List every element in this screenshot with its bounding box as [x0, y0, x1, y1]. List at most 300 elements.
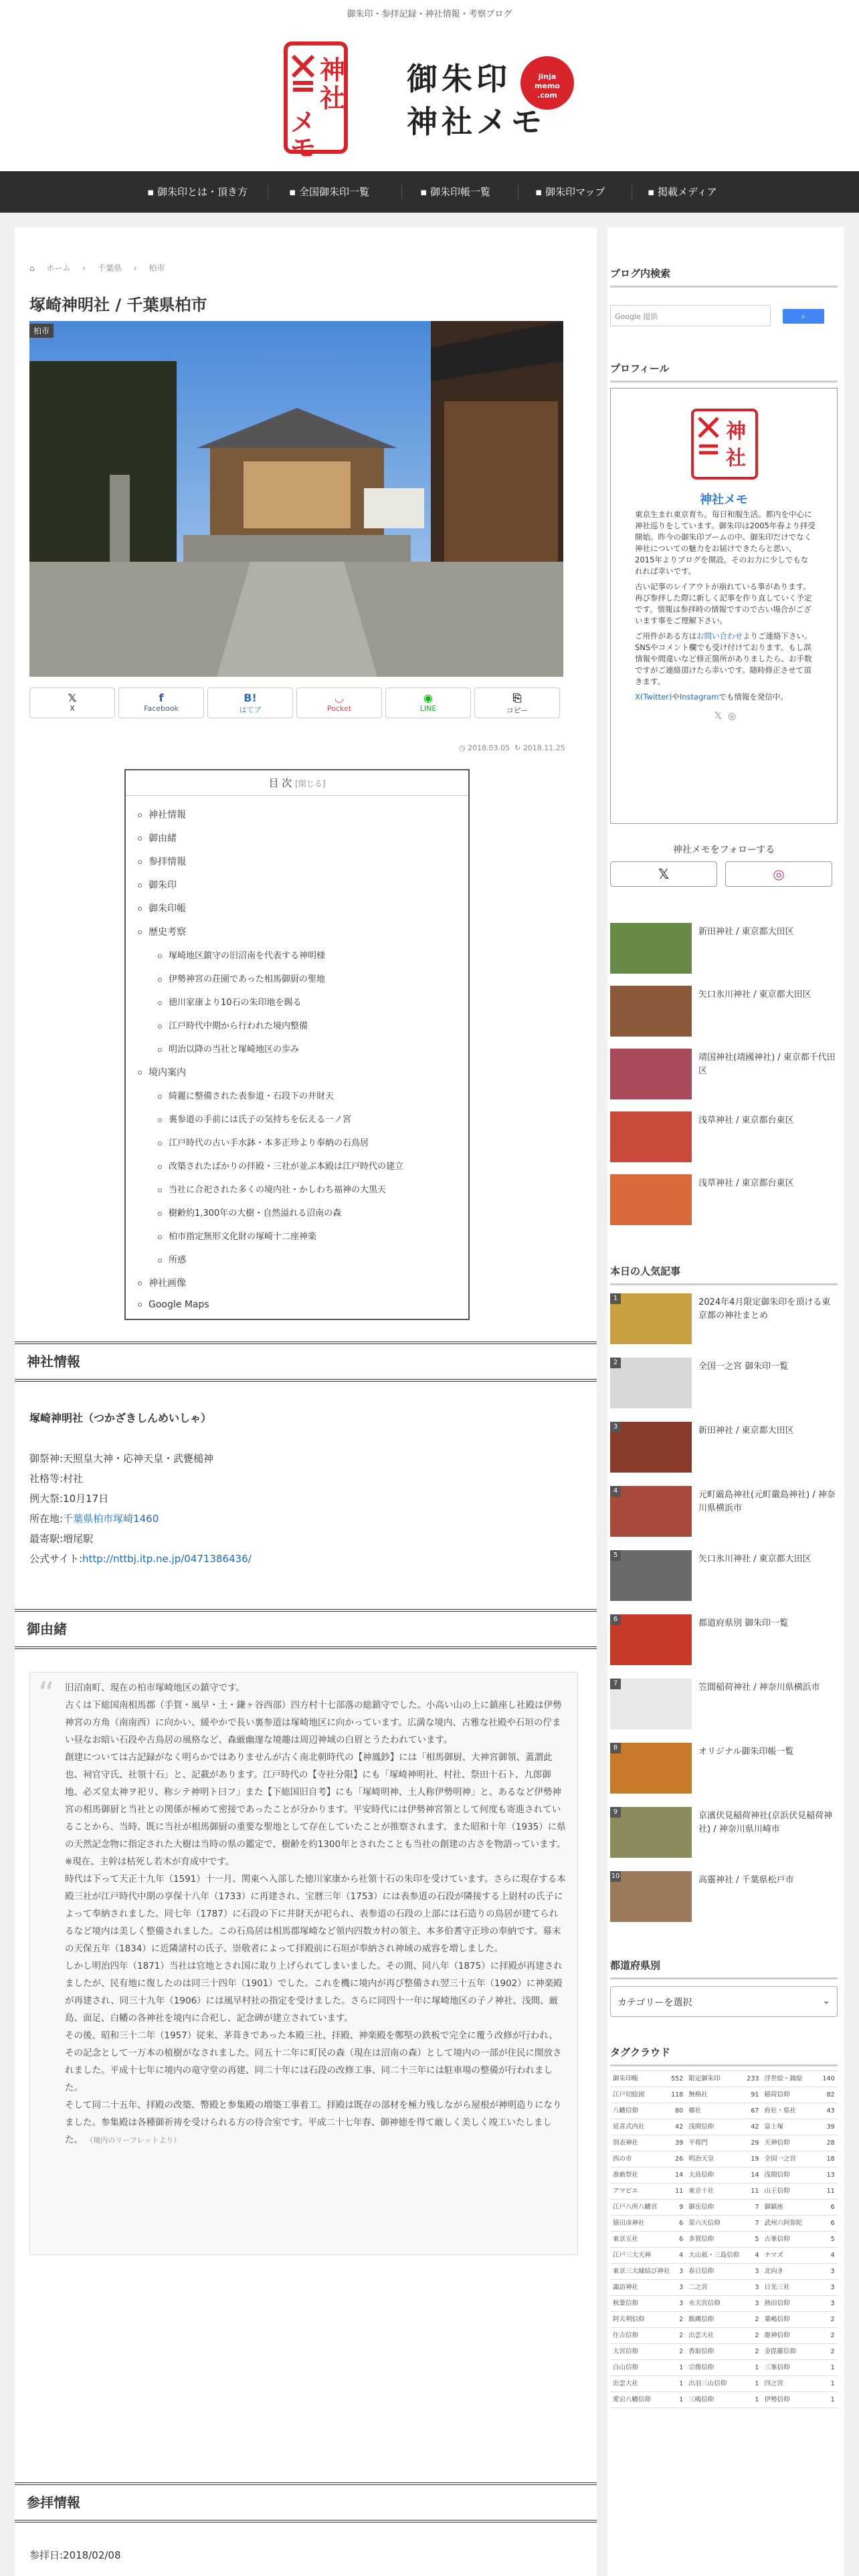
instagram-link[interactable]: Instagram	[679, 692, 719, 702]
tag-count: 2	[679, 2348, 684, 2355]
toc-item[interactable]	[158, 1112, 351, 1125]
shrine-photo	[29, 321, 563, 677]
tag-item[interactable]	[610, 2312, 686, 2328]
section-heading: 神社情報	[15, 1341, 597, 1382]
post-list-item[interactable]	[610, 1614, 838, 1665]
toc-label: 改築されたばかりの拝殿・三社が並ぶ本殿は江戸時代の建立	[169, 1162, 404, 1172]
bullet-icon	[138, 1303, 142, 1307]
history-cite: （境内のリーフレットより）	[86, 2136, 181, 2145]
site-tagline: 御朱印・参拝記録・神社情報・考察ブログ	[347, 9, 512, 19]
toc-item[interactable]	[158, 1206, 341, 1218]
site-title-line: 神社メモ	[407, 104, 546, 140]
toc-label: 伊勢神宮の荘園であった相馬御厨の聖地	[169, 974, 325, 984]
tag-count: 2	[755, 2316, 759, 2323]
tag-label: 郷社	[688, 2107, 702, 2115]
bullet-icon	[158, 1095, 162, 1099]
tag-label: 大鳥信仰	[688, 2171, 714, 2179]
bullet-icon	[138, 813, 142, 817]
rank-badge: 10	[610, 1871, 621, 1882]
date-posted: 2018.03.05	[468, 744, 510, 752]
profile-box	[610, 388, 838, 824]
toc-item[interactable]	[158, 1089, 334, 1101]
post-list-item[interactable]	[610, 1174, 838, 1225]
tag-count: 28	[826, 2139, 835, 2147]
follow-x-button[interactable]	[610, 861, 717, 887]
select-value: カテゴリーを選択	[617, 1998, 692, 2008]
tag-item[interactable]	[761, 2232, 837, 2248]
toc-item[interactable]	[158, 1253, 186, 1265]
tag-item[interactable]	[686, 2135, 761, 2151]
history-paragraph: 創建については古記録がなく明らかではありませんが古く南北朝時代の【神鳳鈔】には「相馬御厨、大神宮御領、蓋謂此也、祠官守氏、社領十石」と、記載があります。江戸時代の【寺社分限】にも「塚崎神明社、村社、祭田十石ト、九郎御地、必ズ皇太神ヲ祀リ、称シテ神明ト曰フ」また【下総国旧自考】にも「塚崎明神、土人称伊勢明神」と、あるなど伊勢神宮の相馬御厨と当社との関係が極めて密接であったことが分かります。平安時代には伊勢神宮領として何度も寄進されていることから、当時、既に当社が相馬御厨の重要な聖地として存在していたことが推察されます。また昭和十年（1935）に県の天然記念物に指定された大樹は当時の県の鑑定で、樹齢を約1300年とされたことも当社の創建の古さを物語っています。※現在、主幹は枯死し若木が育成中です。	[65, 1752, 566, 1867]
tag-label: 諏訪神社	[613, 2284, 639, 2291]
tag-item[interactable]	[761, 2216, 837, 2232]
tag-label: 御岳信仰	[688, 2204, 714, 2211]
tag-item[interactable]	[610, 2103, 686, 2119]
post-list-item[interactable]	[610, 986, 838, 1037]
post-thumbnail	[610, 1174, 692, 1225]
toc-label: 塚崎地区鎮守の旧沼南を代表する神明様	[169, 951, 326, 961]
toc-item[interactable]	[158, 1229, 316, 1242]
tag-label: 四之宮	[764, 2380, 783, 2387]
nav-label: 全国御朱印一覧	[298, 186, 369, 198]
post-title: 高靈神社 / 千葉県松戸市	[698, 1875, 794, 1885]
post-list-item[interactable]	[610, 1807, 838, 1858]
tag-item[interactable]	[686, 2360, 761, 2376]
post-list-item[interactable]	[610, 1293, 838, 1344]
tag-item[interactable]	[610, 2296, 686, 2312]
toc-toggle[interactable]: [閉じる]	[295, 779, 326, 788]
logo-mark-icon	[290, 52, 317, 99]
share-x-button[interactable]	[29, 687, 115, 718]
tag-count: 82	[826, 2091, 835, 2099]
toc-item[interactable]	[158, 1042, 299, 1055]
tag-count: 29	[751, 2139, 759, 2147]
nav-item-media[interactable]	[648, 171, 717, 213]
chevron-down-icon: ⌄	[822, 1996, 830, 2006]
tag-count: 2	[679, 2316, 684, 2323]
tag-count: 3	[830, 2268, 835, 2275]
tag-count: 4	[755, 2252, 759, 2259]
site-logo[interactable]	[284, 41, 348, 163]
nav-item-list[interactable]	[289, 171, 369, 213]
tag-item[interactable]	[610, 2087, 686, 2103]
toc-label: 江戸時代中期から行われた境内整備	[169, 1021, 308, 1031]
bullet-icon	[158, 978, 162, 982]
home-icon: ⌂	[29, 263, 35, 273]
svg-text:神: 神	[726, 420, 746, 443]
tag-item[interactable]	[610, 2280, 686, 2296]
site-badge: jinja memo .com	[520, 56, 574, 110]
tag-label: 金毘羅信仰	[764, 2348, 796, 2355]
bullet-icon	[158, 1142, 162, 1146]
breadcrumb-item[interactable]: 柏市	[149, 263, 165, 273]
toc-item[interactable]	[138, 1299, 209, 1310]
search-input[interactable]: Google 提供	[610, 305, 771, 326]
toc-title	[126, 776, 468, 790]
toc-item[interactable]	[158, 972, 325, 984]
rank-badge: 2	[610, 1358, 621, 1368]
tag-item[interactable]	[686, 2312, 761, 2328]
tag-item[interactable]	[686, 2216, 761, 2232]
tag-count: 7	[755, 2204, 759, 2211]
tag-item[interactable]	[686, 2199, 761, 2216]
bullet-icon	[158, 1025, 162, 1029]
profile-paragraph: 古い記事のレイアウトが崩れている事があります。再び参拝した際に新しく記事を作り直していく予定です。情報は参拝時の情報ですので古い場合がございます事をご理解下さい。	[635, 582, 812, 625]
tag-count: 2	[830, 2316, 835, 2323]
tag-item[interactable]	[686, 2344, 761, 2360]
share-hatena-button[interactable]	[207, 687, 293, 718]
post-list-item[interactable]	[610, 1679, 838, 1729]
toc-label: 境内案内	[149, 1067, 186, 1078]
history-paragraph: 時代は下って天正十九年（1591）十一月、関東へ入部した徳川家康から社領十石の朱印を受けています。さらに現存する本殿三社が江戸時代中期の享保十八年（1733）に再建され、宝暦三年（1753）には表参道の石段が隣接する上尉村の氏子によって奉納されました。同七年（1787）に石段の下に井財天が祀られ、表参道の石段の上部には石造りの鳥居が建てられるなど境内は美しく整備されました。この石鳥居は相馬郡塚崎など領内四数カ村の領主、本多伯耆守正珍の奉納です。幕末の天保五年（1834）に近隣諸村の氏子、崇敬者によって拝殿前に石垣が奉納され神域の威容を増しました。	[65, 1874, 566, 1954]
x-link[interactable]: X(Twitter)	[635, 692, 672, 702]
tag-count: 1	[679, 2364, 684, 2371]
post-list-item[interactable]	[610, 1422, 838, 1473]
tag-item[interactable]	[610, 2232, 686, 2248]
breadcrumb-item[interactable]: ホーム	[46, 263, 71, 273]
contact-link[interactable]: お問い合わせ	[696, 631, 743, 641]
tag-count: 3	[755, 2284, 759, 2291]
shrine-festival: 例大祭:10月17日	[29, 1493, 109, 1505]
post-thumbnail	[610, 986, 692, 1037]
tag-count: 14	[751, 2171, 759, 2179]
category-label[interactable]: 柏市	[29, 324, 54, 338]
tag-item[interactable]	[761, 2296, 837, 2312]
tag-label: 古峯信仰	[764, 2236, 790, 2243]
tag-item[interactable]	[761, 2312, 837, 2328]
tag-item[interactable]	[686, 2087, 761, 2103]
tag-item[interactable]	[610, 2183, 686, 2199]
folder-icon: ▪	[535, 186, 545, 198]
post-thumbnail	[610, 1486, 692, 1537]
tag-item[interactable]	[761, 2087, 837, 2103]
post-list-item[interactable]	[610, 1743, 838, 1794]
follow-heading: 神社メモをフォローする	[672, 845, 775, 855]
post-title: 新田神社 / 東京都大田区	[698, 927, 794, 937]
tag-item[interactable]	[761, 2280, 837, 2296]
post-list-item[interactable]	[610, 1550, 838, 1601]
bullet-icon	[158, 1235, 162, 1239]
post-thumbnail	[610, 1049, 692, 1099]
instagram-icon: ◎	[773, 866, 785, 882]
bullet-icon	[158, 1188, 162, 1192]
tag-item[interactable]	[610, 2328, 686, 2344]
follow-instagram-button[interactable]	[725, 861, 832, 887]
logo-char: 神	[320, 56, 346, 85]
tag-label: 伊勢信仰	[764, 2396, 790, 2403]
tag-item[interactable]	[686, 2167, 761, 2183]
tag-item[interactable]	[686, 2296, 761, 2312]
tag-item[interactable]	[686, 2376, 761, 2392]
toc-item[interactable]	[158, 1182, 386, 1195]
tag-count: 1	[830, 2364, 835, 2371]
share-label: LINE	[419, 704, 437, 713]
nav-item-map[interactable]	[535, 171, 605, 213]
toc-item[interactable]	[138, 1276, 186, 1289]
tag-item[interactable]	[610, 2151, 686, 2167]
toc-item[interactable]	[138, 831, 177, 845]
profile-text-part: でも情報を発信中。	[719, 692, 788, 702]
post-title: 全国一之宮 御朱印一覧	[698, 1362, 789, 1372]
history-paragraph: しかし明治四年（1871）当社は官地とされ国に取り上げられてしまいました。その間、同八年（1875）に拝殿が再建されましたが、民有地に復したのは同三十四年（1901）でした。これを機に境内が再び整備され翌三十五年（1902）に神楽殿が再建され、同三十九年（1906）には風早村社の指定を受けました。さらに同四十一年に塚崎地区の子ノ神社、浅間、厳島、面足、白幡の各神社を境内に合祀し、記念碑が建立されています。	[65, 1961, 563, 2024]
tag-label: 龍神信仰	[764, 2332, 790, 2339]
profile-name[interactable]: 神社メモ	[700, 493, 748, 507]
tag-label: 三嶋信仰	[688, 2396, 714, 2403]
post-list-item[interactable]	[610, 923, 838, 974]
tag-item[interactable]	[761, 2392, 837, 2408]
share-label: Pocket	[326, 704, 352, 713]
tag-item[interactable]	[686, 2119, 761, 2135]
tag-label: 無格社	[688, 2091, 708, 2099]
search-button[interactable]	[783, 309, 824, 324]
tag-count: 13	[826, 2171, 835, 2179]
site-header	[0, 0, 859, 171]
toc-heading: 目 次	[268, 777, 292, 789]
post-list-item[interactable]	[610, 1358, 838, 1408]
tag-count: 552	[671, 2075, 684, 2082]
tag-count: 233	[747, 2075, 759, 2082]
facebook-icon: f	[159, 691, 164, 704]
tag-item[interactable]	[610, 2344, 686, 2360]
post-thumbnail	[610, 1111, 692, 1162]
tag-item[interactable]	[686, 2151, 761, 2167]
post-thumbnail	[610, 1614, 692, 1665]
tag-count: 1	[830, 2380, 835, 2387]
logo-char: 社	[320, 84, 346, 113]
share-label: はてブ	[239, 706, 262, 714]
address-label: 所在地:	[29, 1513, 64, 1525]
tag-item[interactable]	[610, 2392, 686, 2408]
tag-item[interactable]	[610, 2135, 686, 2151]
x-icon[interactable]: 𝕏	[714, 711, 723, 722]
tag-label: 三峯信仰	[764, 2364, 790, 2371]
tag-count: 7	[755, 2220, 759, 2227]
refresh-icon: ↻	[514, 744, 523, 752]
tag-item[interactable]	[761, 2071, 837, 2087]
quote-icon: “	[38, 1675, 55, 1713]
toc-label: 神社情報	[149, 810, 186, 821]
toc-item[interactable]	[158, 1159, 403, 1172]
shrine-address-row	[29, 1509, 252, 1529]
tag-item[interactable]	[610, 2376, 686, 2392]
tag-item[interactable]	[610, 2167, 686, 2183]
tag-count: 140	[822, 2075, 835, 2082]
tag-item[interactable]	[686, 2392, 761, 2408]
tag-count: 9	[679, 2204, 684, 2211]
tag-label: 宗像信仰	[688, 2364, 714, 2371]
tag-item[interactable]	[761, 2264, 837, 2280]
category-select[interactable]	[610, 1986, 838, 2017]
tag-item[interactable]	[761, 2248, 837, 2264]
tag-label: 江戸切絵図	[613, 2091, 645, 2099]
nav-item-about[interactable]	[147, 171, 248, 213]
tag-count: 18	[826, 2155, 835, 2163]
share-line-button[interactable]	[385, 687, 471, 718]
tag-item[interactable]	[761, 2376, 837, 2392]
tag-label: 平将門	[688, 2139, 708, 2147]
tag-item[interactable]	[610, 2216, 686, 2232]
instagram-icon[interactable]: ◎	[727, 711, 737, 722]
tag-count: 6	[830, 2220, 835, 2227]
history-quote	[29, 1672, 578, 2255]
tag-count: 43	[826, 2107, 835, 2115]
tag-item[interactable]	[686, 2328, 761, 2344]
tag-count: 26	[675, 2155, 684, 2163]
tag-label: 准勅祭社	[613, 2171, 639, 2179]
toc-item[interactable]	[138, 855, 186, 868]
pocket-icon: ◡	[335, 691, 344, 704]
tag-label: 山王信仰	[764, 2187, 790, 2195]
tag-count: 11	[826, 2187, 835, 2195]
tag-count: 2	[679, 2332, 684, 2339]
tag-count: 1	[755, 2396, 759, 2403]
tag-item[interactable]	[761, 2167, 837, 2183]
post-list-item[interactable]	[610, 1049, 838, 1099]
tag-label: 出雲大社	[613, 2380, 639, 2387]
tag-item[interactable]	[610, 2119, 686, 2135]
tag-item[interactable]	[686, 2280, 761, 2296]
global-nav	[0, 171, 859, 213]
breadcrumb: ⌂ ホーム › 千葉県 › 柏市	[29, 263, 165, 273]
rank-badge: 1	[610, 1293, 621, 1304]
tag-item[interactable]	[610, 2264, 686, 2280]
tag-count: 6	[679, 2236, 684, 2243]
tag-item[interactable]	[761, 2103, 837, 2119]
x-icon: 𝕏	[68, 691, 77, 704]
bullet-icon	[138, 907, 142, 911]
tag-item[interactable]	[761, 2151, 837, 2167]
tag-count: 1	[755, 2364, 759, 2371]
clock-icon: ◷	[459, 744, 468, 752]
tag-item[interactable]	[610, 2199, 686, 2216]
tag-item[interactable]	[761, 2119, 837, 2135]
toc-item[interactable]	[138, 925, 186, 938]
bullet-icon	[158, 1048, 162, 1052]
tag-label: 大山祇・三島信仰	[688, 2252, 740, 2259]
toc-item[interactable]	[138, 901, 186, 915]
tag-label: 浅間信仰	[688, 2123, 714, 2131]
tag-item[interactable]	[610, 2248, 686, 2264]
toc-item[interactable]	[158, 1136, 369, 1148]
folder-icon: ▪	[420, 186, 430, 198]
tag-label: 阿夫利信仰	[613, 2316, 645, 2323]
tag-item[interactable]	[761, 2183, 837, 2199]
profile-text-part: よりご連絡下さい。SNSやコメント欄でも受け付けております。もし誤情報や間違いなど修正箇所がありましたら、お手数ですがご連絡頂けたら幸いです。随時修正させて頂きます。	[635, 631, 812, 686]
post-title: 浅草神社 / 東京都台東区	[698, 1115, 794, 1125]
tag-count: 11	[751, 2187, 759, 2195]
post-title: 浅草神社 / 東京都台東区	[698, 1178, 794, 1188]
tag-item[interactable]	[686, 2103, 761, 2119]
bullet-icon	[158, 1212, 162, 1216]
tag-label: 愛宕八幡信仰	[613, 2396, 652, 2403]
history-paragraph	[65, 2097, 567, 2149]
tag-item[interactable]	[761, 2328, 837, 2344]
nav-label: 御朱印マップ	[545, 186, 605, 198]
rank-badge: 4	[610, 1486, 621, 1497]
tag-item[interactable]	[761, 2360, 837, 2376]
tag-count: 39	[826, 2123, 835, 2131]
post-list-item[interactable]	[610, 1871, 838, 1922]
bullet-icon	[138, 930, 142, 934]
tag-label: 西の市	[613, 2155, 632, 2163]
bullet-icon	[158, 1001, 162, 1005]
tag-count: 3	[679, 2268, 684, 2275]
toc-item[interactable]	[138, 808, 186, 821]
tag-item[interactable]	[610, 2071, 686, 2087]
tag-label: 大宮信仰	[613, 2348, 639, 2355]
tag-item[interactable]	[686, 2232, 761, 2248]
share-copy-button[interactable]	[474, 687, 560, 718]
profile-paragraph	[635, 691, 816, 703]
toc-label: 参拝情報	[149, 857, 186, 867]
site-link[interactable]: http://nttbj.itp.ne.jp/0471386436/	[82, 1553, 252, 1565]
profile-paragraph	[635, 631, 816, 687]
post-thumbnail	[610, 1422, 692, 1473]
tag-count: 2	[755, 2332, 759, 2339]
tag-label: 出雲大社	[688, 2332, 714, 2339]
bullet-icon	[138, 1071, 142, 1075]
nav-label: 御朱印とは・頂き方	[157, 186, 248, 198]
post-title: 新田神社 / 東京都大田区	[698, 1426, 794, 1436]
post-title: 靖国神社(靖國神社) / 東京都千代田区	[698, 1053, 836, 1076]
tag-label: 東京五社	[613, 2236, 639, 2243]
share-pocket-button[interactable]	[296, 687, 382, 718]
tag-item[interactable]	[686, 2183, 761, 2199]
breadcrumb-item[interactable]: 千葉県	[97, 263, 122, 273]
tag-item[interactable]	[610, 2360, 686, 2376]
site-label: 公式サイト:	[29, 1553, 83, 1565]
tag-count: 3	[755, 2268, 759, 2275]
post-list-item[interactable]	[610, 1111, 838, 1162]
x-icon: 𝕏	[658, 866, 670, 882]
tag-label: 春日信仰	[688, 2268, 714, 2275]
section-heading: 御由緒	[15, 1609, 597, 1649]
share-facebook-button[interactable]	[118, 687, 204, 718]
address-link[interactable]: 千葉県柏市塚崎1460	[63, 1513, 159, 1525]
tag-label: 明治天皇	[688, 2155, 714, 2163]
sidebar-heading: 都道府県別	[610, 1958, 838, 1979]
post-thumbnail	[610, 1807, 692, 1858]
post-list-item[interactable]	[610, 1486, 838, 1537]
tag-item[interactable]	[761, 2344, 837, 2360]
tag-count: 3	[830, 2300, 835, 2307]
rank-badge: 3	[610, 1422, 621, 1432]
toc-item[interactable]	[138, 1065, 186, 1079]
nav-item-books[interactable]	[420, 171, 490, 213]
toc-label: 江戸時代の古い手水鉢・本多正珍より奉納の石鳥居	[169, 1138, 369, 1148]
tag-item[interactable]	[686, 2264, 761, 2280]
date-updated: 2018.11.25	[522, 744, 565, 752]
tag-item[interactable]	[686, 2071, 761, 2087]
tag-count: 118	[671, 2091, 684, 2099]
line-icon: ◉	[423, 691, 433, 704]
toc-item[interactable]	[138, 878, 177, 891]
search-icon: ⌕	[801, 312, 806, 321]
bullet-icon	[158, 1259, 162, 1263]
tag-item[interactable]	[761, 2199, 837, 2216]
svg-text:社: 社	[726, 447, 746, 470]
toc-item[interactable]	[158, 948, 325, 961]
profile-paragraph: 東京生まれ東京育ち。毎日和服生活。都内を中心に神社巡りをしています。御朱印は2005年春より拝受開始。昨今の御朱印ブームの中、御朱印だけでなく神社についての魅力をお届けできたらと思い、2015年よりブログを開設。そのお力に少しでもなれれば幸いです。	[635, 510, 816, 576]
rank-badge: 5	[610, 1550, 621, 1561]
toc-label: 柏市指定無形文化財の塚崎十二座神楽	[169, 1232, 317, 1242]
hatena-icon: B!	[244, 691, 257, 704]
tag-item[interactable]	[686, 2248, 761, 2264]
toc-item[interactable]	[158, 995, 302, 1008]
tag-item[interactable]	[761, 2135, 837, 2151]
tag-label: 全国一之宮	[764, 2155, 796, 2163]
toc-item[interactable]	[158, 1018, 308, 1031]
